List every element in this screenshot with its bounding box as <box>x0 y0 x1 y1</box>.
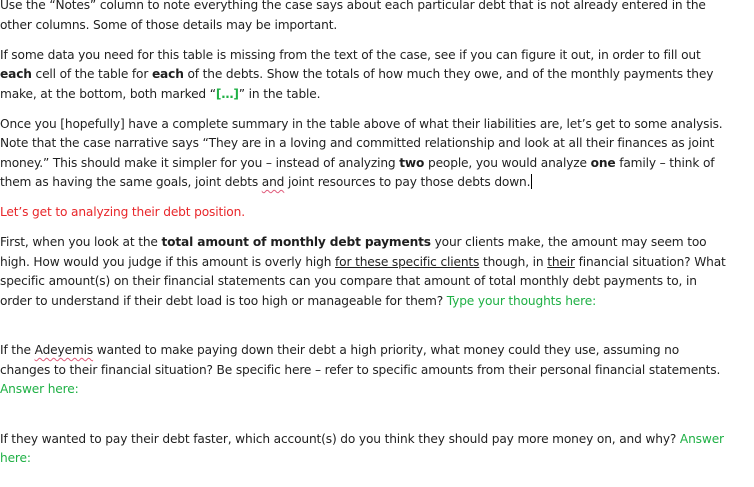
ellipsis-marker: […] <box>215 86 239 101</box>
bold-one: one <box>590 155 616 170</box>
text-run: First, when you look at the <box>0 235 162 249</box>
paragraph-spacer <box>0 193 730 204</box>
text-run: family – think of them as having the same goals, joint debts <box>0 155 715 189</box>
answer-prompt-1[interactable]: Type your thoughts here: <box>446 293 597 308</box>
text-cursor <box>531 174 532 189</box>
text-run: joint resources to pay those debts down. <box>284 175 531 189</box>
paydown-question <box>0 341 730 400</box>
monthly-payments-question <box>0 233 730 311</box>
text-run: ” in the table. <box>238 86 321 101</box>
text-run: Once you [hopefully] have a complete summary in the table above of what their liabilities are, let’s get to some analysis. Note that the case narrative says “They are in a loving and committed relationship and look at all their finances as joint money.” This should make it simpler for you – instead of analyzing <box>0 116 723 170</box>
spellcheck-flagged-word[interactable]: and <box>261 175 285 189</box>
spellcheck-flagged-name[interactable]: Adeyemis <box>34 343 94 357</box>
text-run: of the debts. Show the totals of how much they owe, and of the monthly payments they make, at the bottom, both marked “ <box>0 67 714 101</box>
section-heading <box>0 203 730 223</box>
bold-total-monthly-payments: total amount of monthly debt payments <box>161 235 431 249</box>
answer-space[interactable] <box>0 400 730 430</box>
underlined-specific-clients: for these specific clients <box>335 254 480 269</box>
paragraph-spacer <box>0 223 730 234</box>
text-run: financial situation? What specific amount(s) on their financial statements can you compare that amount of total monthly debt payments to, in order to understand if their debt load is too high or manageable for them? <box>0 254 726 308</box>
text-run: people, you would analyze <box>424 155 591 170</box>
missing-data-paragraph <box>0 46 730 105</box>
paragraph-spacer <box>0 104 730 115</box>
paragraph-spacer <box>0 35 730 46</box>
notes-instruction-text: Use the “Notes” column to note everything the case says about each particular debt that is not already entered in the other columns. Some of those details may be important. <box>0 0 706 32</box>
bold-each-2: each <box>151 67 184 81</box>
debt-position-heading: Let’s get to analyzing their debt position. <box>0 205 245 219</box>
answer-space[interactable] <box>0 311 730 341</box>
answer-prompt-2[interactable]: Answer here: <box>0 382 79 396</box>
analysis-intro-paragraph <box>0 115 730 193</box>
answer-prompt-3[interactable]: Answer here: <box>0 431 724 465</box>
text-run: though, in <box>479 254 548 269</box>
text-run: your clients make, the amount may seem too high. How would you judge if this amount is overly high <box>0 235 707 269</box>
text-run: cell of the table for <box>31 67 152 81</box>
pay-faster-question <box>0 430 730 469</box>
notes-instruction-paragraph <box>0 0 730 35</box>
text-run: If some data you need for this table is missing from the text of the case, see if you can figure it out, in order to fill out <box>0 47 701 62</box>
bold-two: two <box>399 155 425 170</box>
underlined-their: their <box>547 254 575 269</box>
text-run: wanted to make paying down their debt a high priority, what money could they use, assuming no changes to their financial situation? Be specific here – refer to specific amounts from their personal financial statements. <box>0 343 721 377</box>
bold-each-1: each <box>0 67 32 81</box>
text-run: If they wanted to pay their debt faster, which account(s) do you think they should pay more money on, and why? <box>0 431 680 446</box>
text-run: If the <box>0 343 35 357</box>
